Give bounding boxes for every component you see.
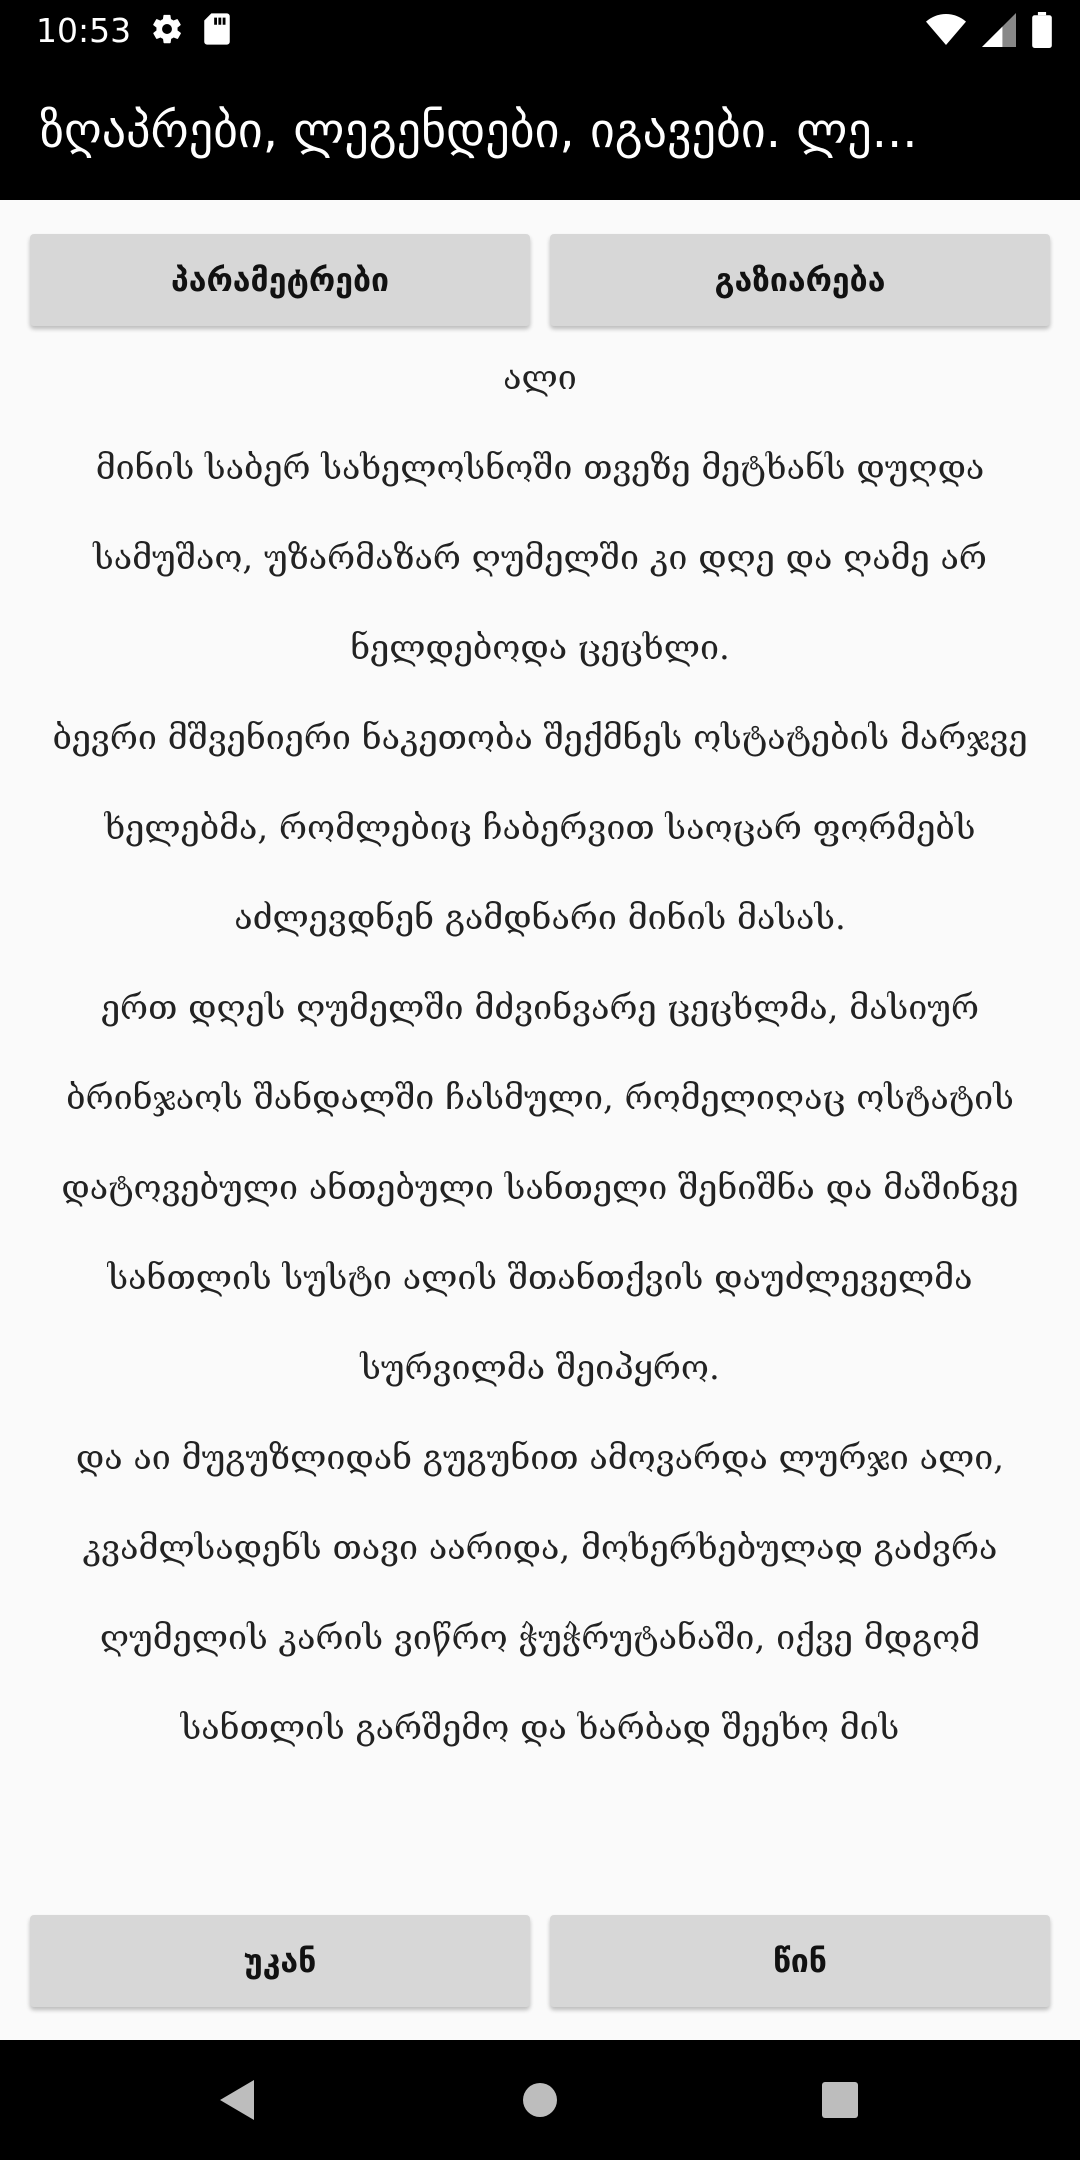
app-title: ზღაპრები, ლეგენდები, იგავები. ლე... <box>40 103 918 159</box>
story-line: ხელებმა, რომლებიც ჩაბერვით საოცარ ფორმებს <box>104 808 976 848</box>
status-left-icons <box>150 12 232 46</box>
story-text-scroll[interactable] <box>18 355 1062 1880</box>
story-line: სამუშაო, უზარმაზარ ღუმელში კი დღე და ღამე არ <box>93 538 987 578</box>
back-button[interactable]: უკან <box>30 1915 530 2007</box>
parameters-button[interactable]: პარამეტრები <box>30 234 530 326</box>
story-line: დატოვებული ანთებული სანთელი შენიშნა და მაშინვე <box>61 1168 1019 1208</box>
status-bar <box>0 0 1080 63</box>
share-button[interactable]: გაზიარება <box>550 234 1050 326</box>
story-line: სანთლის გარშემო და ხარბად შეეხო მის <box>180 1708 900 1748</box>
story-line: მინის საბერ სახელოსნოში თვეზე მეტხანს დუღდა <box>95 448 985 488</box>
sd-card-icon <box>202 12 232 46</box>
story-line: ერთ დღეს ღუმელში მძვინვარე ცეცხლმა, მასიურ <box>100 988 979 1028</box>
wifi-icon <box>926 13 966 47</box>
back-triangle-icon[interactable] <box>216 2078 256 2126</box>
recents-square-icon[interactable] <box>820 2078 860 2126</box>
next-button[interactable]: წინ <box>550 1915 1050 2007</box>
story-line: აძლევდნენ გამდნარი მინის მასას. <box>234 898 846 938</box>
status-right-icons <box>926 12 1052 48</box>
signal-icon <box>982 13 1016 47</box>
nav-bar <box>0 2040 1080 2160</box>
home-circle-icon[interactable] <box>520 2078 560 2126</box>
status-time: 10:53 <box>36 11 132 50</box>
story-line: სანთლის სუსტი ალის შთანთქვის დაუძლეველმა <box>107 1258 973 1298</box>
story-line: ბრინჯაოს შანდალში ჩასმული, რომელიღაც ოსტატის <box>66 1078 1014 1118</box>
battery-icon <box>1032 12 1052 48</box>
gear-icon <box>150 12 184 46</box>
story-line: სურვილმა შეიპყრო. <box>360 1348 720 1388</box>
story-line: და აი მუგუზლიდან გუგუნით ამოვარდა ლურჯი ალი, <box>75 1438 1005 1478</box>
story-line: ალი <box>503 358 577 398</box>
story-line: კვამლსადენს თავი აარიდა, მოხერხებულად გაძვრა <box>82 1528 998 1568</box>
story-line: ნელდებოდა ცეცხლი. <box>350 628 730 668</box>
story-line: ღუმელის კარის ვიწრო ჭუჭრუტანაში, იქვე მდგომ <box>99 1618 981 1658</box>
app-bar <box>0 63 1080 200</box>
story-line: ბევრი მშვენიერი ნაკეთობა შექმნეს ოსტატების მარჯვე <box>52 718 1028 758</box>
